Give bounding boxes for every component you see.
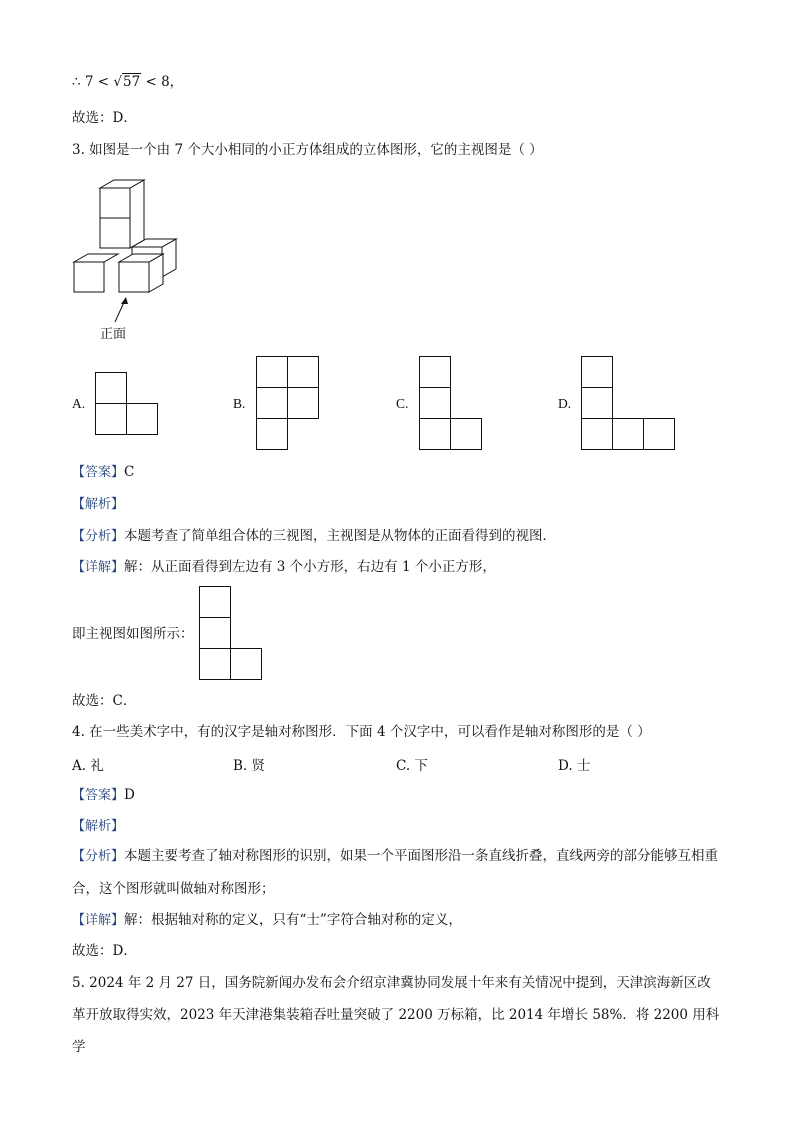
sqrt-expression: √57 bbox=[113, 74, 141, 90]
sqrt-radicand: 57 bbox=[122, 74, 141, 90]
q3-stem: 3. 如图是一个由 7 个大小相同的小正方体组成的立体图形，它的主视图是（ ） bbox=[72, 142, 543, 158]
q3-analysis-tag bbox=[72, 495, 124, 514]
inequality-prefix: ∴ 7 < bbox=[72, 74, 110, 90]
q4-stem: 4. 在一些美术字中，有的汉字是轴对称图形．下面 4 个汉字中，可以看作是轴对称图形的是（ ） bbox=[72, 724, 651, 740]
option-d-figure bbox=[581, 356, 677, 452]
xiangjie-tag: 【详解】 bbox=[72, 913, 125, 928]
option-b-label: B. bbox=[233, 396, 246, 411]
option-a-label: A. bbox=[72, 396, 86, 411]
xiangjie-text: 解：根据轴对称的定义，只有“士”字符合轴对称的定义， bbox=[124, 912, 462, 928]
q4-conclusion: 故选：D． bbox=[72, 943, 137, 959]
xiangjie-text: 解：从正面看得到左边有 3 个小方形，右边有 1 个小正方形， bbox=[124, 559, 496, 575]
q3-answer bbox=[72, 463, 134, 482]
q4-choice-c: C. 下 bbox=[396, 758, 428, 774]
answer-value: C bbox=[124, 464, 135, 480]
fenxi-text: 本题考查了简单组合体的三视图，主视图是从物体的正面看得到的视图． bbox=[124, 528, 557, 544]
option-a-figure bbox=[95, 372, 159, 436]
fenxi-tag: 【分析】 bbox=[72, 529, 125, 544]
q4-answer bbox=[72, 786, 135, 805]
q4-choice-a: A. 礼 bbox=[72, 758, 104, 774]
q4-analysis-tag bbox=[72, 817, 124, 836]
prev-conclusion: 故选：D． bbox=[72, 110, 137, 126]
main-view-figure bbox=[199, 586, 263, 682]
q4-choice-b: B. 贤 bbox=[233, 758, 266, 774]
front-arrow bbox=[112, 296, 132, 326]
analysis-tag: 【解析】 bbox=[72, 497, 125, 512]
q4-xiangjie bbox=[72, 911, 462, 930]
answer-value: D bbox=[124, 787, 135, 803]
main-view-text: 即主视图如图所示： bbox=[72, 626, 194, 642]
q5-stem: 5. 2024 年 2 月 27 日，国务院新闻办发布会介绍京津冀协同发展十年来有关情况中提到，天津滨海新区改革开放取得实效，2023 年天津港集装箱吞吐量突破了 2200 万标箱，比 2014 年增长 58%．将 2200 用科学 bbox=[72, 975, 720, 1055]
option-c-figure bbox=[419, 356, 483, 452]
option-c-label: C. bbox=[396, 396, 409, 411]
inequality-suffix: < 8， bbox=[145, 74, 184, 90]
analysis-tag: 【解析】 bbox=[72, 819, 125, 834]
q3-conclusion: 故选：C． bbox=[72, 693, 137, 709]
answer-tag: 【答案】 bbox=[72, 465, 125, 480]
inequality-line bbox=[72, 73, 183, 91]
fenxi-tag: 【分析】 bbox=[72, 849, 125, 864]
q4-fenxi bbox=[72, 840, 720, 905]
front-label: 正面 bbox=[100, 327, 127, 342]
answer-tag: 【答案】 bbox=[72, 788, 125, 803]
q4-choice-d: D. 士 bbox=[558, 758, 591, 774]
fenxi-text: 本题主要考查了轴对称图形的识别，如果一个平面图形沿一条直线折叠，直线两旁的部分能够互相重合，这个图形就叫做轴对称图形； bbox=[72, 848, 719, 897]
q3-xiangjie bbox=[72, 558, 496, 577]
option-d-label: D. bbox=[558, 396, 572, 411]
option-b-figure bbox=[256, 356, 320, 452]
cube-figure bbox=[72, 176, 192, 316]
xiangjie-tag: 【详解】 bbox=[72, 560, 125, 575]
q3-fenxi bbox=[72, 527, 556, 546]
